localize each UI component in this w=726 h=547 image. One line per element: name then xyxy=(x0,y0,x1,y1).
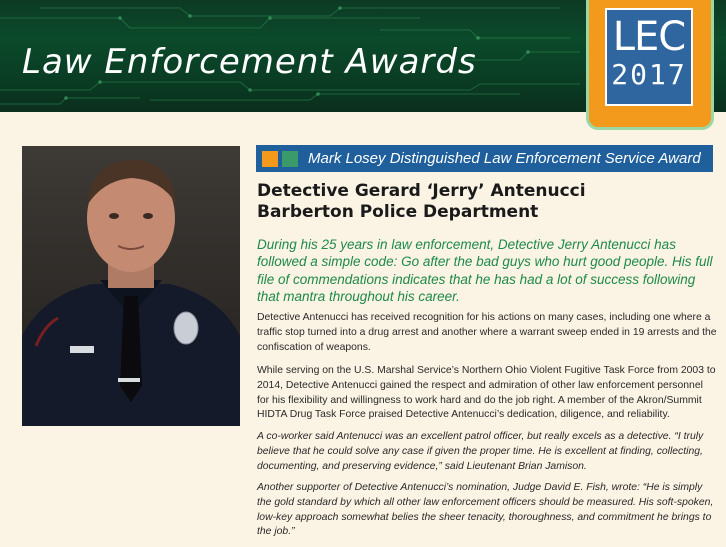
honoree-photo xyxy=(22,146,240,426)
lec-badge xyxy=(586,0,714,130)
lec-logo-year: 2017 xyxy=(611,58,687,91)
lec-logo xyxy=(605,8,693,106)
green-square-icon xyxy=(282,151,298,167)
honoree-name: Detective Gerard ‘Jerry’ Antenucci xyxy=(257,181,586,201)
page-title: Law Enforcement Awards xyxy=(22,42,477,82)
officer-portrait-image xyxy=(22,146,240,426)
body-paragraph-2: While serving on the U.S. Marshal Service’s Northern Ohio Violent Fugitive Task Force from 2003 to 2014, Detective Antenucci gained the respect and admiration of other law enforcement personnel for his flexibility and willingness to work hard and do the job right. A member of the Akron/Summit HIDTA Drug Task Force praised Detective Antenucci’s dedication, diligence, and reliability. xyxy=(257,365,716,421)
lead-paragraph: During his 25 years in law enforcement, Detective Jerry Antenucci has followed a simple code: Go after the bad guys who hurt good people. His full file of commendations indicates that he has had a lot of success following that mantra throughout his career. xyxy=(257,237,713,304)
body-paragraph-4: Another supporter of Detective Antenucci’s nomination, Judge David E. Fish, wrote: “He is simply the gold standard by which all other law enforcement officers should be measured. His soft-spoken, low-key approach somewhat belies the sheer tenacity, thoroughness, and commitment he brings to the job.” xyxy=(257,482,714,538)
body-paragraph-1: Detective Antenucci has received recognition for his actions on many cases, including one where a traffic stop turned into a drug arrest and another where a warrant sweep ended in 19 arrests and the confiscation of weapons. xyxy=(257,312,717,353)
honoree-heading xyxy=(257,181,717,223)
orange-square-icon xyxy=(262,151,278,167)
award-title: Mark Losey Distinguished Law Enforcement Service Award xyxy=(308,150,701,167)
award-title-bar xyxy=(256,145,713,172)
lec-logo-word: LEC xyxy=(612,14,686,60)
body-paragraph-3: A co-worker said Antenucci was an excellent patrol officer, but really excels as a detective. “I truly believe that he could solve any case if given the proper time. He is excellent at finding, collecting, documenting, and preserving evidence,” said Lieutenant Brian Jamison. xyxy=(257,431,704,472)
honoree-department: Barberton Police Department xyxy=(257,202,539,222)
